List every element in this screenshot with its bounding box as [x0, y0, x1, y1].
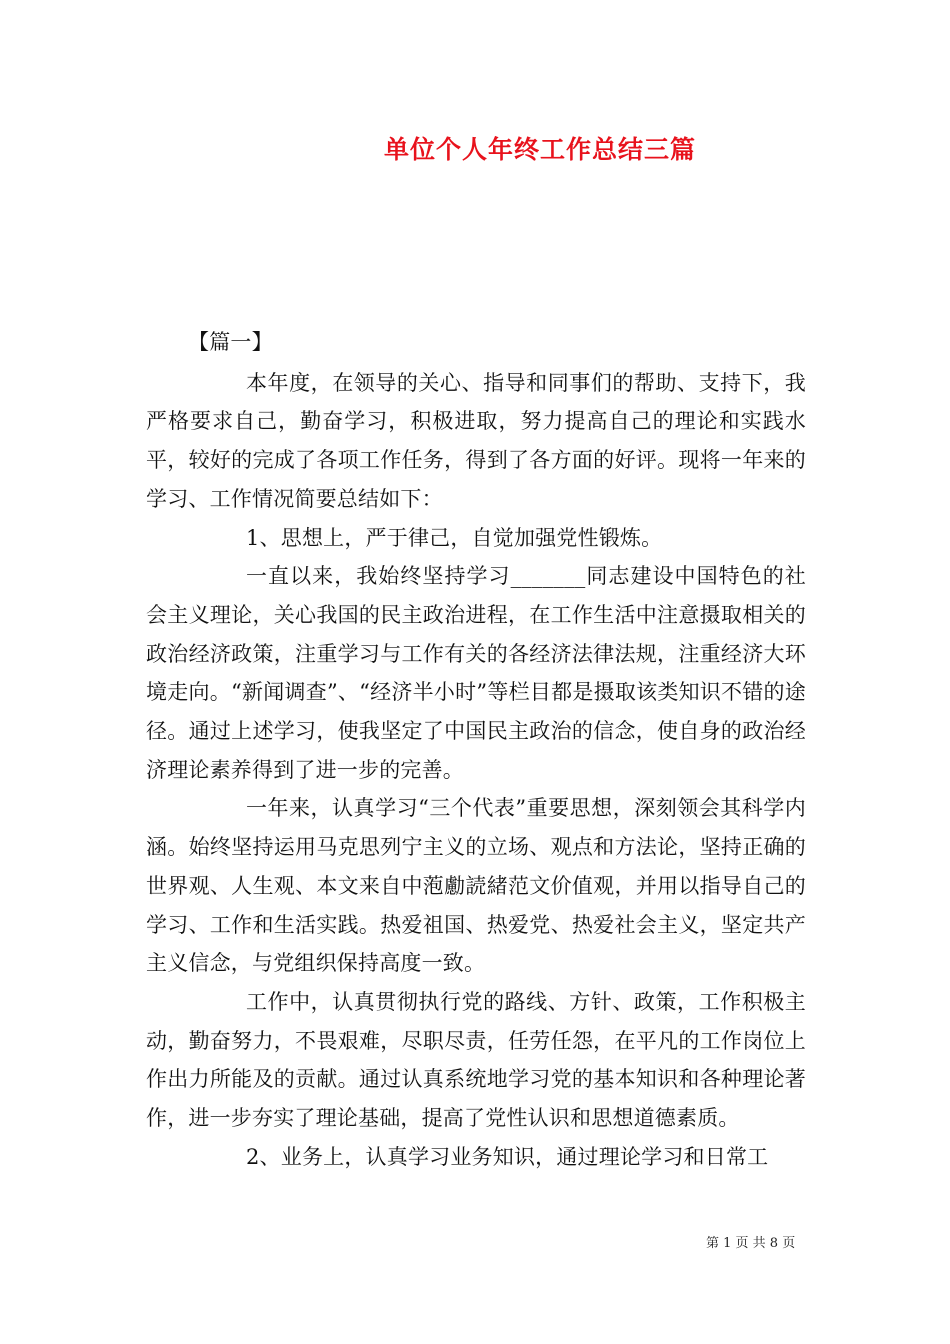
document-body [146, 323, 806, 1176]
paragraph: 2、业务上，认真学习业务知识，通过理论学习和日常工 [246, 1144, 769, 1169]
paragraph: 工作中，认真贯彻执行党的路线、方针、政策，工作积极主动，勤奋努力，不畏艰难，尽职尽责，任劳任怨，在平凡的工作岗位上作出力所能及的贡献。通过认真系统地学习党的基本知识和各种理论著作，进一步夯实了理论基础，提高了党性认识和思想道德素质。 [146, 989, 806, 1131]
paragraph: 一直以来，我始终坚持学习_______同志建设中国特色的社会主义理论，关心我国的民主政治进程，在工作生活中注意摄取相关的政治经济政策，注重学习与工作有关的各经济法律法规，注重经济大环境走向。“新闻调查”、“经济半小时”等栏目都是摄取该类知识不错的途径。通过上述学习，使我坚定了中国民主政治的信念，使自身的政治经济理论素养得到了进一步的完善。 [146, 564, 806, 782]
document-title: 单位个人年终工作总结三篇 [383, 135, 696, 164]
paragraph: 1、思想上，严于律己，自觉加强党性锻炼。 [246, 525, 663, 550]
paragraph: 本年度，在领导的关心、指导和同事们的帮助、支持下，我严格要求自己，勤奋学习，积极进取，努力提高自己的理论和实践水平，较好的完成了各项工作任务，得到了各方面的好评。现将一年来的学习、工作情况简要总结如下： [146, 370, 806, 511]
section-heading: 【篇一】 [188, 330, 273, 354]
page-number: 第 1 页 共 8 页 [706, 1236, 796, 1251]
paragraph: 一年来，认真学习“三个代表”重要思想，深刻领会其科学内涵。始终坚持运用马克思列宁主义的立场、观点和方法论，坚持正确的世界观、人生观、本文来自中萢勴読緒范文价值观，并用以指导自己的学习、工作和生活实践。热爱祖国、热爱党、热爱社会主义，坚定共产主义信念，与党组织保持高度一致。 [146, 796, 806, 976]
